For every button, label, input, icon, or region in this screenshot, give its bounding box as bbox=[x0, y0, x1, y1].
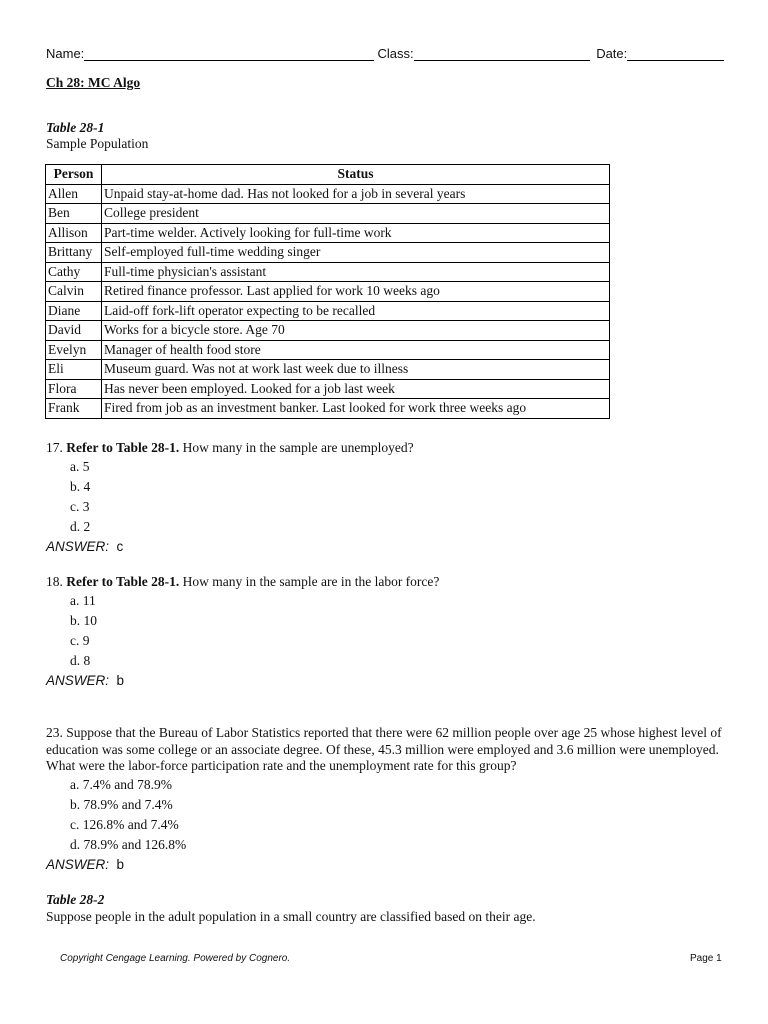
status-cell: Has never been employed. Looked for a job last week bbox=[102, 379, 610, 399]
choice-b[interactable]: b. 10 bbox=[70, 612, 97, 628]
person-cell: David bbox=[46, 321, 102, 341]
answer-line bbox=[46, 855, 726, 875]
date-field[interactable] bbox=[627, 45, 724, 61]
question-number: 23. bbox=[46, 725, 63, 740]
question-text: Suppose that the Bureau of Labor Statistics reported that there were 62 million people over age 25 whose highest level of education was some college or an associate degree. Of these, 45.3 million were employed and 3.6 million were unemployed. What were the labor-force participation rate and the unemployment rate for this group? bbox=[46, 725, 722, 773]
person-cell: Allen bbox=[46, 184, 102, 204]
table-row bbox=[46, 184, 610, 204]
question-number: 17. bbox=[46, 440, 63, 455]
class-label: Class: bbox=[377, 46, 414, 61]
footer-page-number: Page 1 bbox=[690, 953, 722, 964]
class-field[interactable] bbox=[414, 45, 591, 61]
choice-b[interactable]: b. 4 bbox=[70, 478, 91, 494]
question-stem bbox=[46, 725, 726, 775]
table-row bbox=[46, 340, 610, 360]
column-header-status: Status bbox=[102, 165, 610, 185]
page-title: Ch 28: MC Algo bbox=[46, 75, 141, 90]
answer-label: ANSWER: bbox=[46, 856, 110, 872]
answer-line bbox=[46, 671, 726, 691]
question-text: How many in the sample are unemployed? bbox=[179, 440, 414, 455]
person-cell: Allison bbox=[46, 223, 102, 243]
person-cell: Frank bbox=[46, 399, 102, 419]
name-label: Name: bbox=[46, 46, 85, 61]
header bbox=[46, 45, 724, 61]
question-stem bbox=[46, 574, 726, 591]
choice-d[interactable]: d. 8 bbox=[70, 652, 91, 668]
table2-description: Suppose people in the adult population in a small country are classified based on their age. bbox=[46, 909, 536, 924]
person-cell: Evelyn bbox=[46, 340, 102, 360]
table-row bbox=[46, 301, 610, 321]
table-header-row bbox=[46, 165, 610, 185]
choice-c[interactable]: c. 126.8% and 7.4% bbox=[70, 816, 179, 832]
choice-a[interactable]: a. 5 bbox=[70, 458, 90, 474]
table-row bbox=[46, 223, 610, 243]
person-cell: Eli bbox=[46, 360, 102, 380]
table-row bbox=[46, 321, 610, 341]
table-row bbox=[46, 360, 610, 380]
answer-label: ANSWER: bbox=[46, 538, 110, 554]
person-cell: Brittany bbox=[46, 243, 102, 263]
answer-value: b bbox=[116, 856, 125, 872]
table-row bbox=[46, 399, 610, 419]
person-cell: Flora bbox=[46, 379, 102, 399]
question-stem bbox=[46, 440, 726, 457]
question-18 bbox=[46, 574, 726, 691]
person-cell: Ben bbox=[46, 204, 102, 224]
choice-a[interactable]: a. 11 bbox=[70, 592, 96, 608]
answer-value: c bbox=[116, 538, 124, 554]
choice-c[interactable]: c. 3 bbox=[70, 498, 90, 514]
status-cell: Unpaid stay-at-home dad. Has not looked for a job in several years bbox=[102, 184, 610, 204]
answer-label: ANSWER: bbox=[46, 672, 110, 688]
choice-b[interactable]: b. 78.9% and 7.4% bbox=[70, 796, 173, 812]
table1-title: Table 28-1 bbox=[46, 120, 105, 135]
date-label: Date: bbox=[596, 46, 628, 61]
choice-a[interactable]: a. 7.4% and 78.9% bbox=[70, 776, 172, 792]
table-row bbox=[46, 243, 610, 263]
status-cell: Fired from job as an investment banker. Last looked for work three weeks ago bbox=[102, 399, 610, 419]
status-cell: Museum guard. Was not at work last week due to illness bbox=[102, 360, 610, 380]
answer-value: b bbox=[116, 672, 125, 688]
question-number: 18. bbox=[46, 574, 63, 589]
person-cell: Calvin bbox=[46, 282, 102, 302]
status-cell: College president bbox=[102, 204, 610, 224]
table-row bbox=[46, 379, 610, 399]
status-cell: Self-employed full-time wedding singer bbox=[102, 243, 610, 263]
status-cell: Works for a bicycle store. Age 70 bbox=[102, 321, 610, 341]
status-cell: Part-time welder. Actively looking for full-time work bbox=[102, 223, 610, 243]
person-cell: Diane bbox=[46, 301, 102, 321]
question-text: How many in the sample are in the labor force? bbox=[179, 574, 440, 589]
status-cell: Full-time physician's assistant bbox=[102, 262, 610, 282]
choice-d[interactable]: d. 2 bbox=[70, 518, 91, 534]
table-row bbox=[46, 262, 610, 282]
choice-c[interactable]: c. 9 bbox=[70, 632, 90, 648]
status-cell: Laid-off fork-lift operator expecting to be recalled bbox=[102, 301, 610, 321]
question-bold-ref: Refer to Table 28-1. bbox=[66, 574, 180, 589]
question-bold-ref: Refer to Table 28-1. bbox=[66, 440, 180, 455]
status-cell: Manager of health food store bbox=[102, 340, 610, 360]
sample-population-table bbox=[45, 164, 610, 419]
table2-title: Table 28-2 bbox=[46, 892, 105, 907]
status-cell: Retired finance professor. Last applied for work 10 weeks ago bbox=[102, 282, 610, 302]
footer-copyright: Copyright Cengage Learning. Powered by Cognero. bbox=[60, 953, 291, 964]
question-23 bbox=[46, 725, 726, 875]
table1-subtitle: Sample Population bbox=[46, 136, 149, 151]
choice-d[interactable]: d. 78.9% and 126.8% bbox=[70, 836, 187, 852]
question-17 bbox=[46, 440, 726, 557]
column-header-person: Person bbox=[46, 165, 102, 185]
answer-line bbox=[46, 537, 726, 557]
name-field[interactable] bbox=[84, 45, 373, 61]
table-row bbox=[46, 282, 610, 302]
person-cell: Cathy bbox=[46, 262, 102, 282]
table-row bbox=[46, 204, 610, 224]
